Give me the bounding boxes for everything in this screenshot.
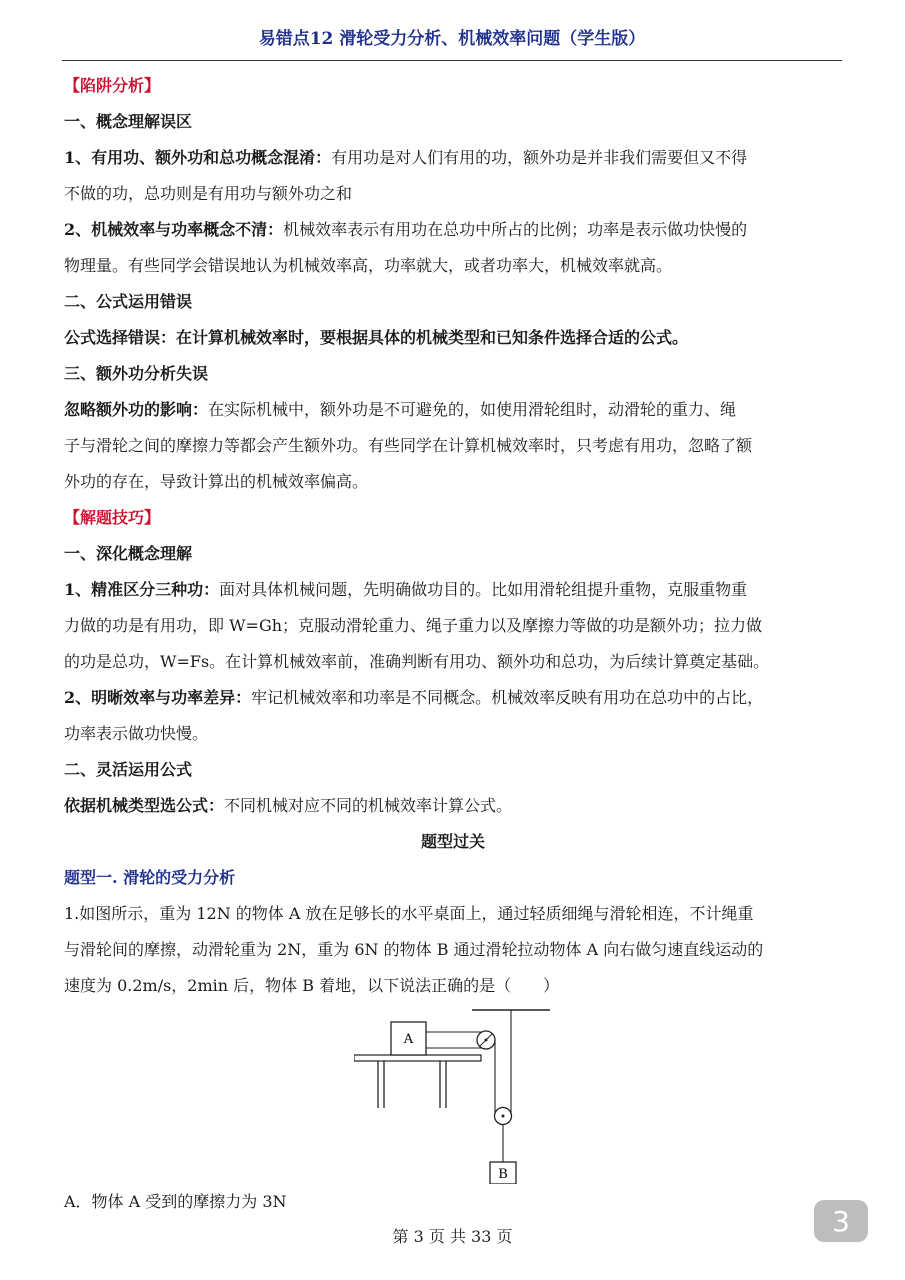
table-top (354, 1055, 481, 1061)
trap-section-3-title: 三、额外功分析失误 (64, 364, 209, 383)
trap-item-1-1-lead: 1、有用功、额外功和总功概念混淆： (64, 148, 332, 167)
trap-item-3 (64, 392, 842, 500)
tips-section-1-title: 一、深化概念理解 (64, 544, 193, 563)
header-divider (62, 60, 842, 61)
tips-item-1-2-text-b: 功率表示做功快慢。 (64, 724, 209, 743)
trap-section-2-text: 公式选择错误：在计算机械效率时，要根据具体的机械类型和已知条件选择合适的公式。 (64, 328, 689, 347)
tips-item-1-2-lead: 2、明晰效率与功率差异： (64, 688, 252, 707)
trap-item-1-2 (64, 212, 842, 284)
block-b-label: B (498, 1167, 508, 1182)
trap-item-3-text-b: 子与滑轮之间的摩擦力等都会产生额外功。有些同学在计算机械效率时，只考虑有用功，忽略了额 (64, 436, 753, 455)
trap-section-2-title: 二、公式运用错误 (64, 292, 193, 311)
trap-item-1-2-text-b: 物理量。有些同学会错误地认为机械效率高，功率就大，或者功率大，机械效率就高。 (64, 256, 673, 275)
trap-item-1-1-text-a: 有用功是对人们有用的功，额外功是并非我们需要但又不得 (331, 148, 748, 167)
tips-section-2-title: 二、灵活运用公式 (64, 760, 193, 779)
tips-item-1-2 (64, 680, 842, 752)
page-footer: 第 3 页 共 33 页 (392, 1227, 513, 1246)
block-a-label: A (403, 1032, 414, 1047)
tips-item-1-1-text-c: 的功是总功，W=Fs。在计算机械效率前，准确判断有用功、额外功和总功，为后续计算奠定基础。 (64, 652, 770, 671)
tips-item-1-2-text-a: 牢记机械效率和功率是不同概念。机械效率反映有用功在总功中的占比， (251, 688, 764, 707)
tips-heading: 【解题技巧】 (64, 508, 161, 527)
trap-analysis-heading: 【陷阱分析】 (64, 76, 161, 95)
question-1-stem (64, 896, 842, 1004)
question-1-text-a: 1.如图所示，重为 12N 的物体 A 放在足够长的水平桌面上，通过轻质细绳与滑轮相连，不计绳重 (64, 904, 754, 923)
trap-item-3-text-a: 在实际机械中，额外功是不可避免的，如使用滑轮组时，动滑轮的重力、绳 (208, 400, 737, 419)
question-1-option-a: A．物体 A 受到的摩擦力为 3N (64, 1192, 287, 1211)
question-1-text-c: 速度为 0.2m/s，2min 后，物体 B 着地，以下说法正确的是（ ） (64, 976, 560, 995)
pulley-diagram (64, 1004, 842, 1184)
page-number-badge[interactable]: 3 (814, 1200, 868, 1242)
pulley-diagram-svg (354, 1004, 554, 1184)
tips-item-1-1-text-a: 面对具体机械问题，先明确做功目的。比如用滑轮组提升重物，克服重物重 (219, 580, 748, 599)
tips-item-2 (64, 788, 842, 824)
practice-title: 题型过关 (420, 832, 485, 851)
tips-item-1-1-lead: 1、精准区分三种功： (64, 580, 220, 599)
tips-item-2-lead: 依据机械类型选公式： (64, 796, 225, 815)
tips-item-1-1-text-b: 力做的功是有用功，即 W=Gh；克服动滑轮重力、绳子重力以及摩擦力等做的功是额外功；拉力做 (64, 616, 763, 635)
question-type-1-title: 题型一. 滑轮的受力分析 (64, 868, 236, 887)
trap-item-1-1 (64, 140, 842, 212)
tips-item-1-1 (64, 572, 842, 680)
page-header-title: 易错点12 滑轮受力分析、机械效率问题（学生版） (258, 29, 646, 49)
movable-pulley-axle (502, 1115, 505, 1118)
trap-section-1-title: 一、概念理解误区 (64, 112, 193, 131)
trap-item-1-2-lead: 2、机械效率与功率概念不清： (64, 220, 284, 239)
trap-item-3-lead: 忽略额外功的影响： (64, 400, 209, 419)
trap-item-3-text-c: 外功的存在，导致计算出的机械效率偏高。 (64, 472, 369, 491)
question-1-text-b: 与滑轮间的摩擦，动滑轮重为 2N，重为 6N 的物体 B 通过滑轮拉动物体 A 向右做匀速直线运动的 (64, 940, 764, 959)
document-body (64, 68, 842, 1220)
tips-item-2-text: 不同机械对应不同的机械效率计算公式。 (224, 796, 513, 815)
trap-item-1-2-text-a: 机械效率表示有用功在总功中所占的比例；功率是表示做功快慢的 (283, 220, 748, 239)
trap-item-1-1-text-b: 不做的功，总功则是有用功与额外功之和 (64, 184, 353, 203)
